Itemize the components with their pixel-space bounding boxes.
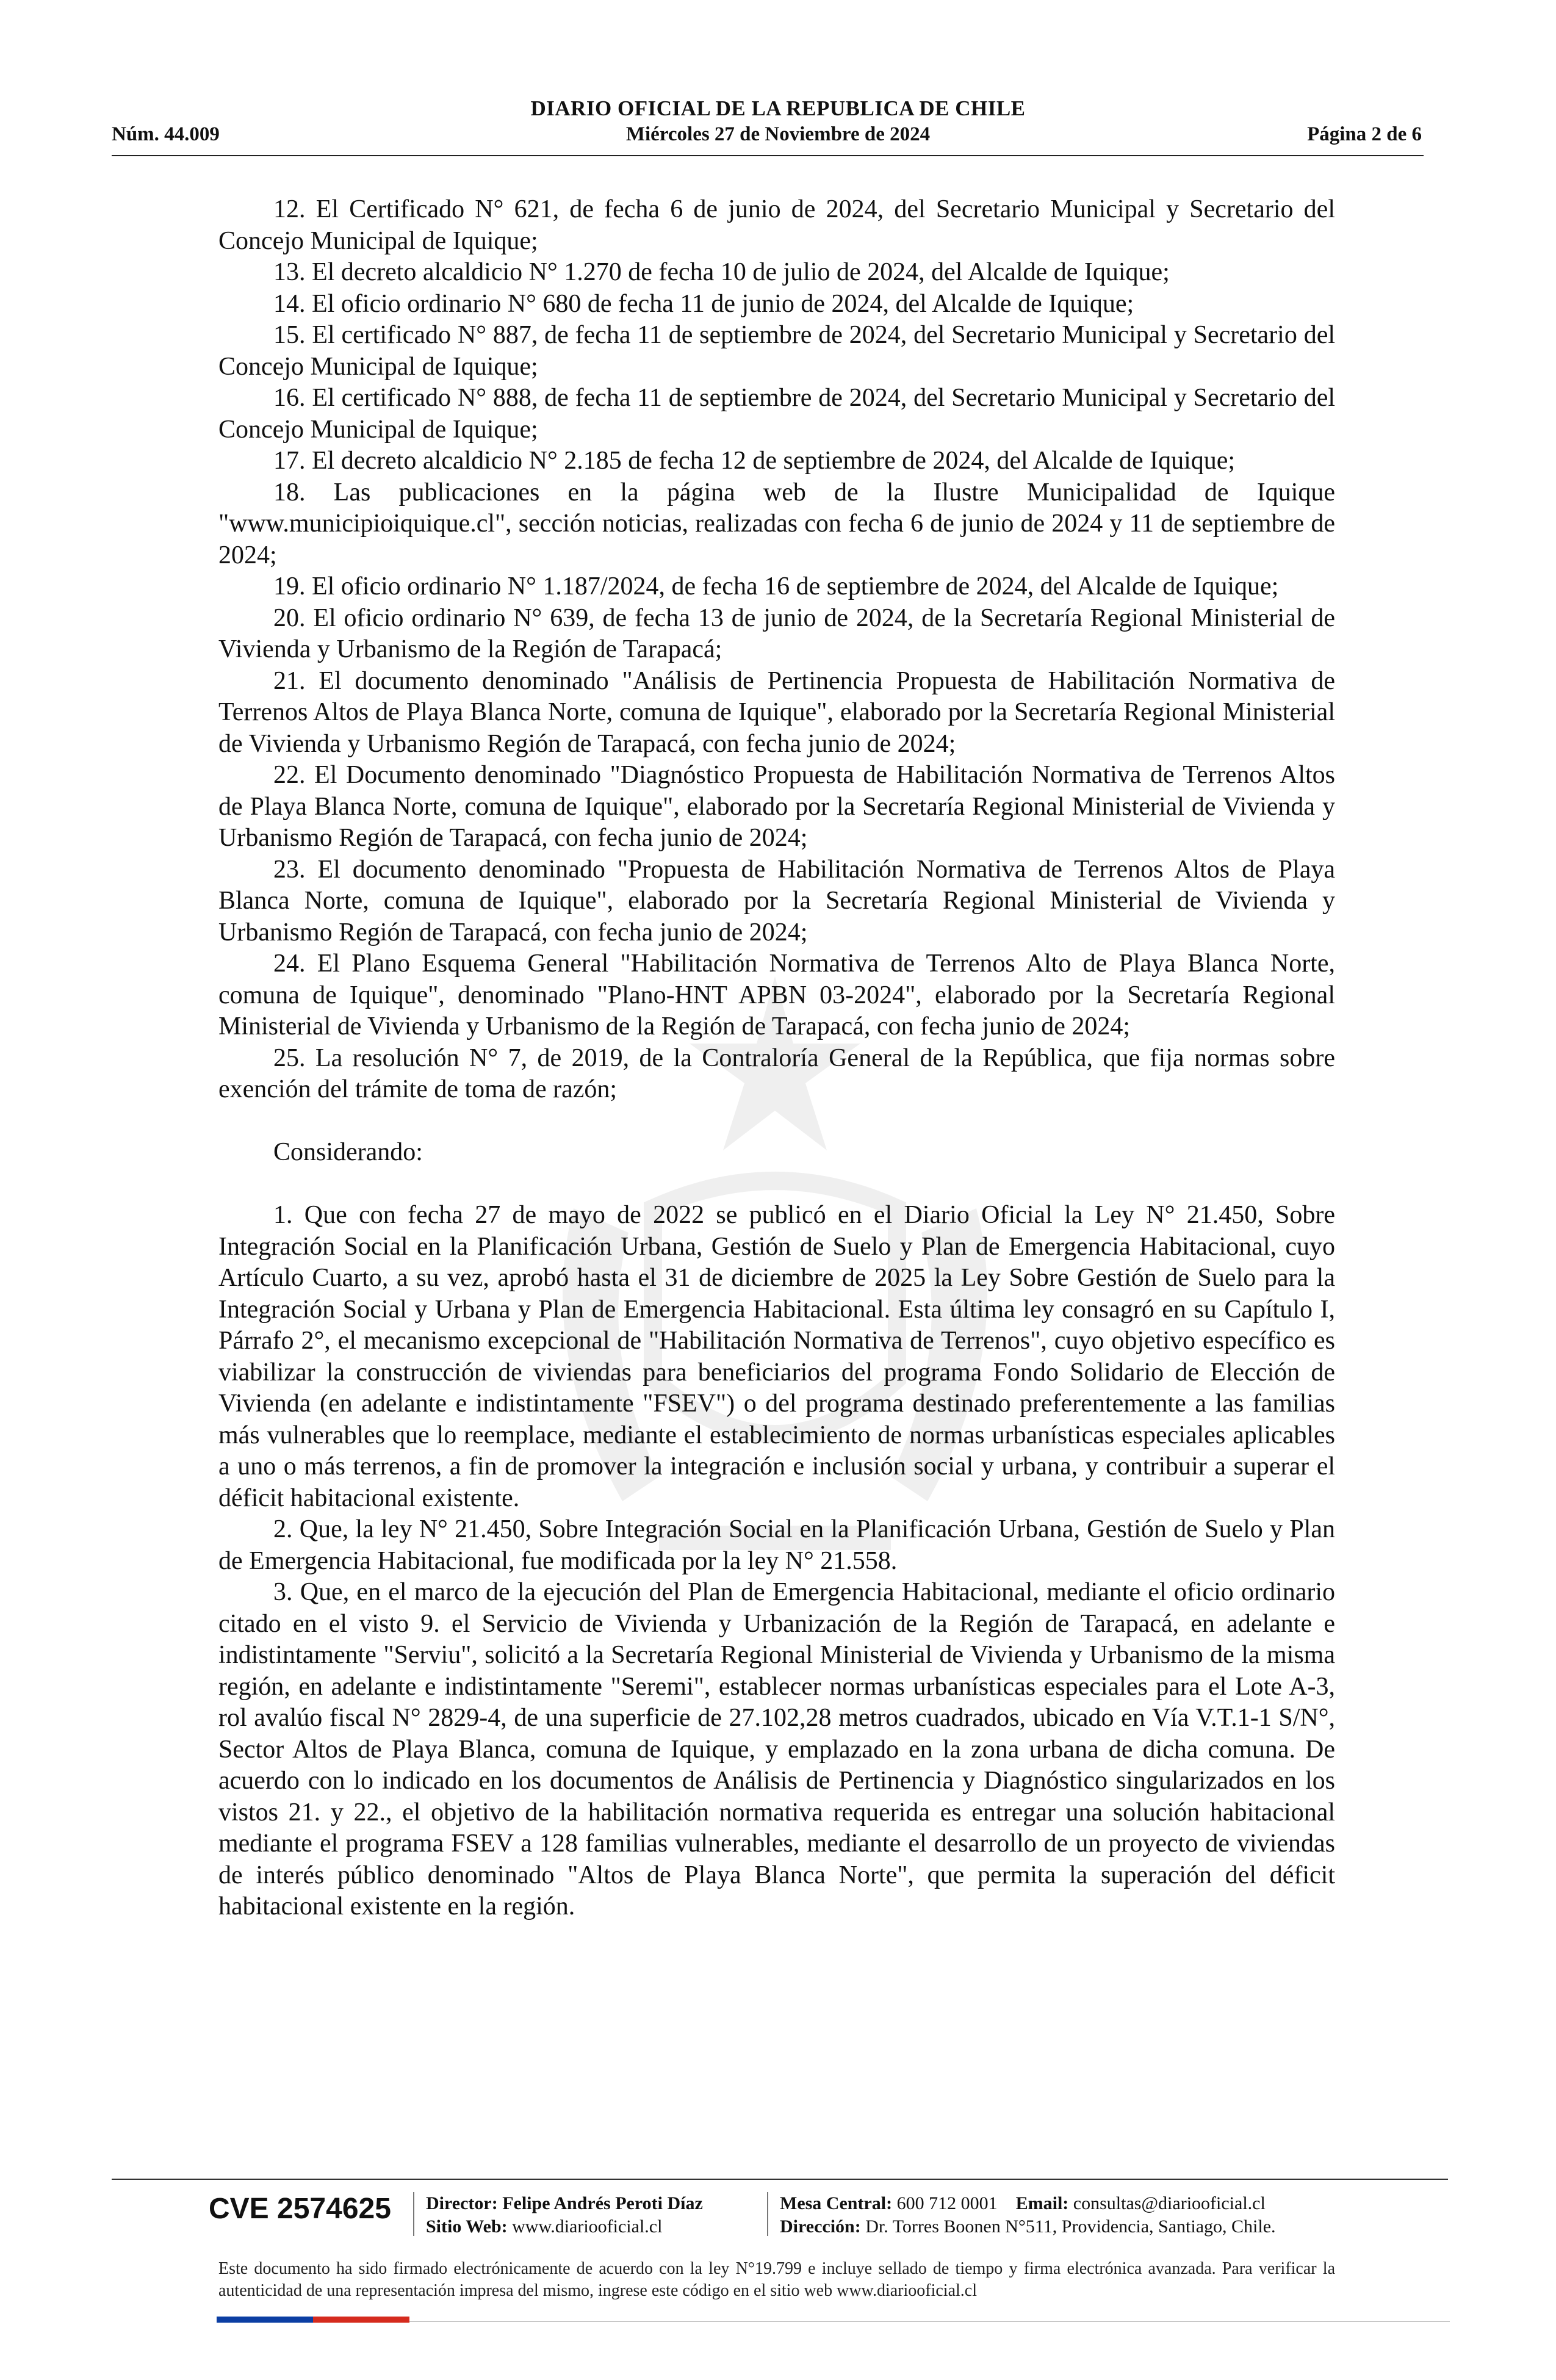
visto-item-24: 24. El Plano Esquema General "Habilitación Normativa de Terrenos Alto de Playa Blanca Norte, comuna de Iquique", denominado "Plano-HNT APBN 03-2024", elaborado por la Secretaría Regional Ministerial de Vivienda y Urbanismo de la Región de Tarapacá, con fecha junio de 2024; (218, 950, 1335, 1040)
spacer (218, 1106, 1335, 1138)
director-label: Director: (426, 2193, 498, 2213)
website-label: Sitio Web: (426, 2216, 508, 2237)
direccion-label: Dirección: (780, 2216, 861, 2237)
visto-item-14: 14. El oficio ordinario N° 680 de fecha 11 de junio de 2024, del Alcalde de Iquique; (273, 289, 1134, 318)
visto-item-23: 23. El documento denominado "Propuesta de Habilitación Normativa de Terrenos Altos de Playa Blanca Norte, comuna de Iquique", elaborado por la Secretaría Regional Ministerial de Vivienda y Urbanismo Región de Tarapacá, con fecha junio de 2024; (218, 855, 1335, 947)
visto-item-12: 12. El Certificado N° 621, de fecha 6 de junio de 2024, del Secretario Municipal y Secretario del Concejo Municipal de Iquique; (218, 195, 1335, 255)
email-label: Email: (1015, 2193, 1069, 2213)
cve-code: CVE 2574625 (209, 2193, 391, 2225)
visto-item-15: 15. El certificado N° 887, de fecha 11 de septiembre de 2024, del Secretario Municipal y Secretario del Concejo Municipal de Iquique; (218, 321, 1335, 381)
footer-contact-block (780, 2192, 1276, 2238)
newspaper-title: DIARIO OFICIAL DE LA REPUBLICA DE CHILE (530, 96, 1026, 120)
considerando-item-3: 3. Que, en el marco de la ejecución del Plan de Emergencia Habitacional, mediante el oficio ordinario citado en el visto 9. el Servicio de Vivienda y Urbanización de la Región de Tarapacá, en adelante e indistintamente "Serviu", solicitó a la Secretaría Regional Ministerial de Vivienda y Urbanismo de la misma región, en adelante e indistintamente "Seremi", establecer normas urbanísticas especiales para el Lote A-3, rol avalúo fiscal N° 2829-4, de una superficie de 27.102,28 metros cuadrados, ubicado en Vía V.T.1-1 S/N°, Sector Altos de Playa Blanca, comuna de Iquique, y emplazado en la zona urbana de dicha comuna. De acuerdo con lo indicado en los documentos de Análisis de Pertinencia y Diagnóstico singularizados en los vistos 21. y 22., el objetivo de la habilitación normativa requerida es entregar una solución habitacional mediante el programa FSEV a 128 familias vulnerables, mediante el desarrollo de un proyecto de viviendas de interés público denominado "Altos de Playa Blanca Norte", que permita la superación del déficit habitacional existente en la región. (218, 1578, 1335, 1920)
flag-stripe-blue (217, 2317, 313, 2323)
direccion-value: Dr. Torres Boonen N°511, Providencia, Santiago, Chile. (865, 2216, 1276, 2237)
document-body (218, 194, 1335, 1923)
visto-item-17: 17. El decreto alcaldicio N° 2.185 de fecha 12 de septiembre de 2024, del Alcalde de Iquique; (273, 447, 1236, 475)
mesa-phone: 600 712 0001 (896, 2193, 998, 2213)
spacer (218, 1169, 1335, 1200)
page-indicator: Página 2 de 6 (1307, 123, 1422, 145)
footer-separator (413, 2192, 414, 2236)
footer-bottom-line (409, 2321, 1450, 2322)
visto-item-18: 18. Las publicaciones en la página web de la Ilustre Municipalidad de Iquique "www.municipioiquique.cl", sección noticias, realizadas con fecha 6 de junio de 2024 y 11 de septiembre de 2024; (218, 478, 1335, 569)
email-link[interactable]: consultas@diariooficial.cl (1073, 2193, 1266, 2213)
visto-item-16: 16. El certificado N° 888, de fecha 11 de septiembre de 2024, del Secretario Municipal y Secretario del Concejo Municipal de Iquique; (218, 384, 1335, 444)
flag-stripe-red (313, 2317, 409, 2323)
issue-date: Miércoles 27 de Noviembre de 2024 (625, 123, 931, 145)
footer-director-block (426, 2192, 703, 2238)
visto-item-25: 25. La resolución N° 7, de 2019, de la Contraloría General de la República, que fija normas sobre exención del trámite de toma de razón; (218, 1044, 1335, 1103)
director-name: Felipe Andrés Peroti Díaz (502, 2193, 703, 2213)
mesa-label: Mesa Central: (780, 2193, 893, 2213)
visto-item-19: 19. El oficio ordinario N° 1.187/2024, de fecha 16 de septiembre de 2024, del Alcalde de Iquique; (273, 572, 1279, 600)
visto-item-20: 20. El oficio ordinario N° 639, de fecha 13 de junio de 2024, de la Secretaría Regional Ministerial de Vivienda y Urbanismo de la Región de Tarapacá; (218, 604, 1335, 663)
footer-divider (112, 2179, 1448, 2180)
considerando-item-1: 1. Que con fecha 27 de mayo de 2022 se publicó en el Diario Oficial la Ley N° 21.450, Sobre Integración Social en la Planificación Urbana, Gestión de Suelo y Plan de Emergencia Habitacional, cuyo Artículo Cuarto, a su vez, aprobó hasta el 31 de diciembre de 2025 la Ley Sobre Gestión de Suelo para la Integración Social y Urbana y Plan de Emergencia Habitacional. Esta última ley consagró en su Capítulo I, Párrafo 2°, el mecanismo excepcional de "Habilitación Normativa de Terrenos", cuyo objetivo específico es viabilizar la construcción de viviendas para beneficiarios del programa Fondo Solidario de Elección de Vivienda (en adelante e indistintamente "FSEV") o del programa destinado preferentemente a las familias más vulnerables que lo reemplace, mediante el establecimiento de normas urbanísticas especiales aplicables a uno o más terrenos, a fin de promover la integración e inclusión social y urbana, y contribuir a superar el déficit habitacional existente. (218, 1201, 1335, 1512)
header-divider (112, 155, 1424, 156)
issue-number: Núm. 44.009 (112, 123, 220, 145)
electronic-signature-note: Este documento ha sido firmado electrónicamente de acuerdo con la ley N°19.799 e incluye sellado de tiempo y firma electrónica avanzada. Para verificar la autenticidad de una representación impresa del mismo, ingrese este código en el sitio web www.diariooficial.cl (218, 2259, 1335, 2300)
website-link[interactable]: www.diariooficial.cl (512, 2216, 663, 2237)
visto-item-13: 13. El decreto alcaldicio N° 1.270 de fecha 10 de julio de 2024, del Alcalde de Iquique; (273, 258, 1170, 286)
visto-item-22: 22. El Documento denominado "Diagnóstico Propuesta de Habilitación Normativa de Terrenos Altos de Playa Blanca Norte, comuna de Iquique", elaborado por la Secretaría Regional Ministerial de Vivienda y Urbanismo Región de Tarapacá, con fecha junio de 2024; (218, 761, 1335, 852)
considerando-heading: Considerando: (273, 1138, 423, 1166)
footer-separator (767, 2192, 768, 2236)
considerando-item-2: 2. Que, la ley N° 21.450, Sobre Integración Social en la Planificación Urbana, Gestión de Suelo y Plan de Emergencia Habitacional, fue modificada por la ley N° 21.558. (218, 1515, 1335, 1575)
visto-item-21: 21. El documento denominado "Análisis de Pertinencia Propuesta de Habilitación Normativa de Terrenos Altos de Playa Blanca Norte, comuna de Iquique", elaborado por la Secretaría Regional Ministerial de Vivienda y Urbanismo Región de Tarapacá, con fecha junio de 2024; (218, 666, 1335, 758)
